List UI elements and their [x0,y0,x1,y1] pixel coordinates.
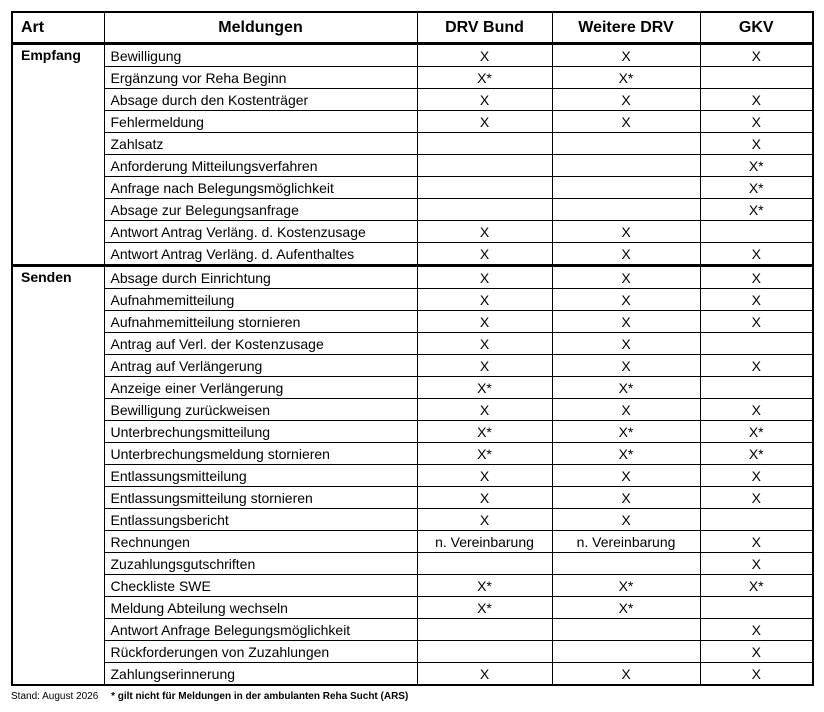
gkv-cell: X [700,111,813,133]
art-cell: Empfang [12,44,104,266]
drv-bund-cell: X* [417,443,552,465]
meldung-cell: Absage zur Belegungsanfrage [104,199,417,221]
drv-bund-cell: X [417,333,552,355]
table-row [12,399,813,421]
table-row [12,575,813,597]
weitere-drv-cell [552,155,700,177]
gkv-cell [700,377,813,399]
table-row [12,509,813,531]
table-row [12,597,813,619]
drv-bund-cell: X* [417,597,552,619]
table-row [12,355,813,377]
gkv-cell [700,509,813,531]
table-row [12,333,813,355]
table-row [12,199,813,221]
gkv-cell: X [700,355,813,377]
meldung-cell: Antwort Antrag Verläng. d. Aufenthaltes [104,243,417,266]
meldung-cell: Antrag auf Verlängerung [104,355,417,377]
weitere-drv-cell [552,177,700,199]
weitere-drv-cell: X* [552,421,700,443]
meldung-cell: Bewilligung [104,44,417,67]
gkv-cell [700,67,813,89]
gkv-cell [700,333,813,355]
meldung-cell: Antrag auf Verl. der Kostenzusage [104,333,417,355]
gkv-cell [700,221,813,243]
meldung-cell: Anfrage nach Belegungsmöglichkeit [104,177,417,199]
table-row [12,177,813,199]
gkv-cell: X [700,553,813,575]
meldung-cell: Unterbrechungsmitteilung [104,421,417,443]
meldungen-table [11,11,814,686]
meldung-cell: Zuzahlungsgutschriften [104,553,417,575]
meldung-cell: Anzeige einer Verlängerung [104,377,417,399]
gkv-cell: X [700,663,813,686]
weitere-drv-cell: n. Vereinbarung [552,531,700,553]
meldung-cell: Entlassungsmitteilung stornieren [104,487,417,509]
meldung-cell: Absage durch Einrichtung [104,266,417,289]
gkv-cell: X* [700,155,813,177]
table-row [12,133,813,155]
weitere-drv-cell [552,641,700,663]
drv-bund-cell: X [417,465,552,487]
weitere-drv-cell: X [552,311,700,333]
weitere-drv-cell: X [552,355,700,377]
weitere-drv-cell [552,553,700,575]
weitere-drv-cell: X* [552,377,700,399]
gkv-cell: X* [700,443,813,465]
group-senden [12,266,813,686]
drv-bund-cell: X [417,311,552,333]
table-row [12,67,813,89]
gkv-cell: X [700,311,813,333]
drv-bund-cell [417,177,552,199]
table-row [12,663,813,686]
drv-bund-cell [417,199,552,221]
table-row [12,111,813,133]
header-gkv: GKV [700,12,813,44]
table-row [12,465,813,487]
weitere-drv-cell: X [552,243,700,266]
drv-bund-cell: X* [417,421,552,443]
meldung-cell: Bewilligung zurückweisen [104,399,417,421]
drv-bund-cell [417,619,552,641]
drv-bund-cell [417,155,552,177]
meldung-cell: Antwort Anfrage Belegungsmöglichkeit [104,619,417,641]
gkv-cell: X [700,133,813,155]
header-drv-bund: DRV Bund [417,12,552,44]
drv-bund-cell: X [417,266,552,289]
footer-stand: Stand: August 2026 [11,691,99,702]
meldung-cell: Ergänzung vor Reha Beginn [104,67,417,89]
gkv-cell: X [700,243,813,266]
drv-bund-cell: X [417,509,552,531]
weitere-drv-cell: X [552,289,700,311]
meldung-cell: Antwort Antrag Verläng. d. Kostenzusage [104,221,417,243]
table-header [12,12,813,44]
table-row [12,619,813,641]
weitere-drv-cell: X* [552,597,700,619]
weitere-drv-cell: X [552,399,700,421]
table-row [12,531,813,553]
table-row [12,243,813,266]
meldung-cell: Entlassungsbericht [104,509,417,531]
table-row [12,44,813,67]
table-row [12,421,813,443]
meldung-cell: Absage durch den Kostenträger [104,89,417,111]
header-weitere-drv: Weitere DRV [552,12,700,44]
weitere-drv-cell: X [552,44,700,67]
drv-bund-cell: X* [417,377,552,399]
meldung-cell: Aufnahmemitteilung [104,289,417,311]
meldung-cell: Aufnahmemitteilung stornieren [104,311,417,333]
weitere-drv-cell [552,199,700,221]
weitere-drv-cell: X [552,89,700,111]
meldung-cell: Unterbrechungsmeldung stornieren [104,443,417,465]
table-row [12,155,813,177]
drv-bund-cell [417,133,552,155]
gkv-cell: X* [700,199,813,221]
gkv-cell: X [700,44,813,67]
meldung-cell: Zahlsatz [104,133,417,155]
table-row [12,487,813,509]
weitere-drv-cell [552,133,700,155]
gkv-cell: X [700,289,813,311]
table-row [12,89,813,111]
gkv-cell: X [700,399,813,421]
drv-bund-cell: X [417,289,552,311]
drv-bund-cell: X [417,663,552,686]
drv-bund-cell: X [417,89,552,111]
drv-bund-cell: X* [417,575,552,597]
drv-bund-cell [417,553,552,575]
drv-bund-cell: X [417,44,552,67]
art-cell: Senden [12,266,104,686]
drv-bund-cell: n. Vereinbarung [417,531,552,553]
gkv-cell: X* [700,575,813,597]
gkv-cell: X [700,487,813,509]
weitere-drv-cell [552,619,700,641]
weitere-drv-cell: X* [552,67,700,89]
gkv-cell: X* [700,421,813,443]
drv-bund-cell: X [417,355,552,377]
weitere-drv-cell: X [552,221,700,243]
drv-bund-cell: X* [417,67,552,89]
table-row [12,266,813,289]
table-row [12,377,813,399]
group-empfang [12,44,813,266]
weitere-drv-cell: X* [552,443,700,465]
meldung-cell: Anforderung Mitteilungsverfahren [104,155,417,177]
weitere-drv-cell: X [552,509,700,531]
table-row [12,641,813,663]
gkv-cell: X [700,619,813,641]
weitere-drv-cell: X* [552,575,700,597]
drv-bund-cell: X [417,243,552,266]
meldung-cell: Fehlermeldung [104,111,417,133]
table-row [12,443,813,465]
meldung-cell: Rechnungen [104,531,417,553]
meldung-cell: Checkliste SWE [104,575,417,597]
weitere-drv-cell: X [552,266,700,289]
header-art: Art [12,12,104,44]
weitere-drv-cell: X [552,663,700,686]
gkv-cell: X* [700,177,813,199]
meldung-cell: Zahlungserinnerung [104,663,417,686]
table-row [12,221,813,243]
weitere-drv-cell: X [552,333,700,355]
footer [11,691,408,702]
meldung-cell: Entlassungsmitteilung [104,465,417,487]
weitere-drv-cell: X [552,487,700,509]
header-meldungen: Meldungen [104,12,417,44]
drv-bund-cell: X [417,487,552,509]
table-row [12,311,813,333]
weitere-drv-cell: X [552,465,700,487]
gkv-cell: X [700,89,813,111]
weitere-drv-cell: X [552,111,700,133]
table-row [12,553,813,575]
gkv-cell: X [700,531,813,553]
gkv-cell: X [700,465,813,487]
footer-note: * gilt nicht für Meldungen in der ambulanten Reha Sucht (ARS) [111,691,409,702]
drv-bund-cell: X [417,111,552,133]
meldung-cell: Meldung Abteilung wechseln [104,597,417,619]
table-row [12,289,813,311]
gkv-cell: X [700,266,813,289]
gkv-cell: X [700,641,813,663]
drv-bund-cell: X [417,221,552,243]
drv-bund-cell [417,641,552,663]
drv-bund-cell: X [417,399,552,421]
meldung-cell: Rückforderungen von Zuzahlungen [104,641,417,663]
gkv-cell [700,597,813,619]
